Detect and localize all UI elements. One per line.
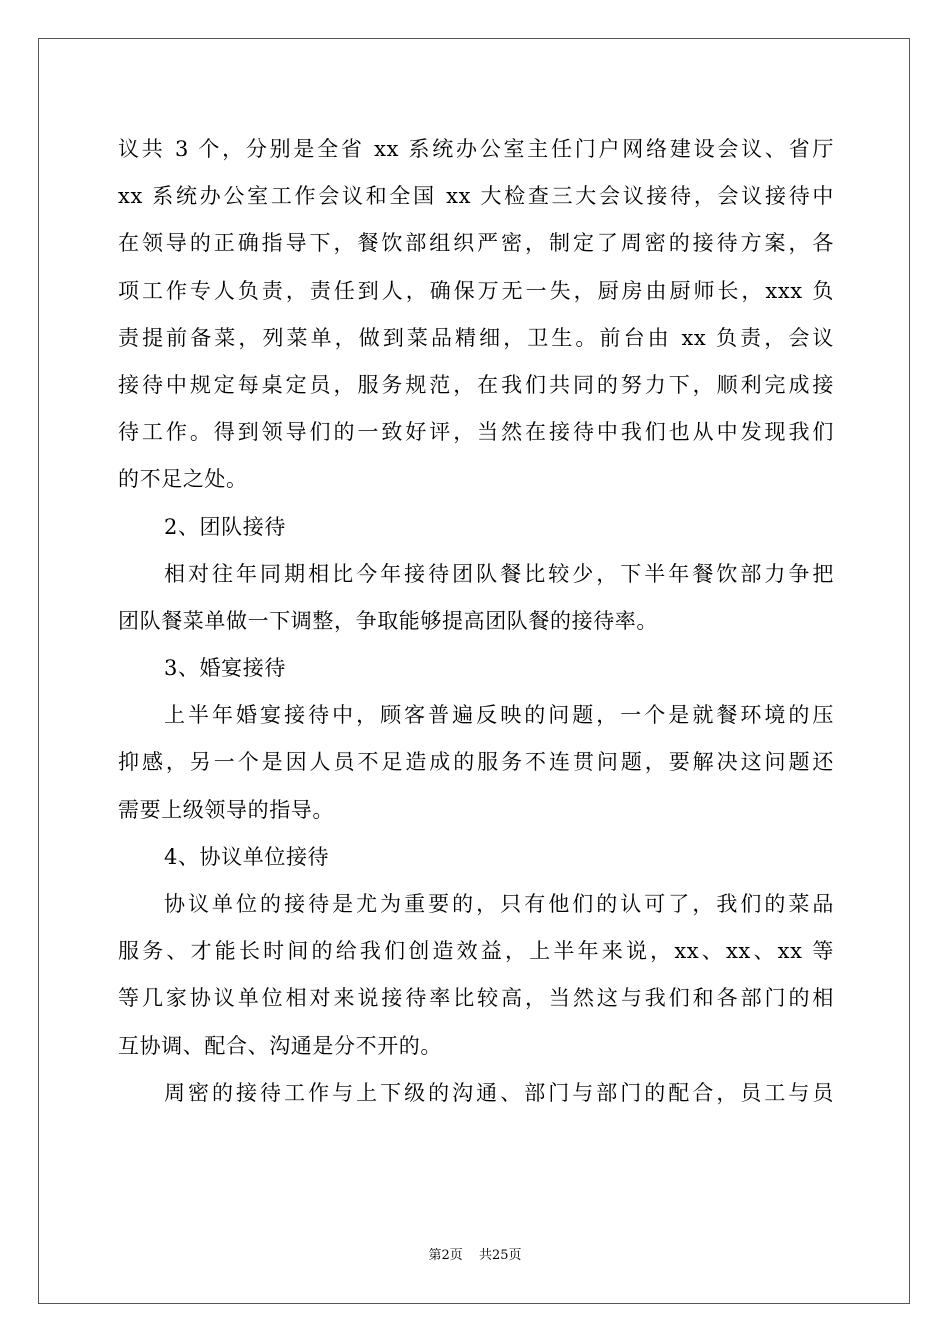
text-line: xx 系统办公室工作会议和全国 xx 大检查三大会议接待，会议接待中 [118, 184, 834, 209]
page-number: 第2页 [428, 1248, 463, 1263]
text-line: 周密的接待工作与上下级的沟通、部门与部门的配合，员工与员 [164, 1080, 834, 1105]
text-line: 上半年婚宴接待中，顾客普遍反映的问题，一个是就餐环境的压 [164, 703, 834, 728]
section-heading: 4、协议单位接待 [164, 844, 330, 869]
text-line: 协议单位的接待是尤为重要的，只有他们的认可了，我们的菜品 [164, 892, 834, 916]
text-line: 服务、才能长时间的给我们创造效益，上半年来说，xx、xx、xx 等 [118, 939, 834, 964]
section-heading: 2、团队接待 [164, 514, 286, 539]
text-line: 议共 3 个，分别是全省 xx 系统办公室主任门户网络建设会议、省厅 [118, 137, 834, 161]
text-line: 等几家协议单位相对来说接待率比较高，当然这与我们和各部门的相 [118, 986, 834, 1011]
text-line: 的不足之处。 [118, 467, 248, 492]
text-line: 抑感，另一个是因人员不足造成的服务不连贯问题，要解决这问题还 [118, 750, 834, 775]
text-line: 待工作。得到领导们的一致好评，当然在接待中我们也从中发现我们 [118, 420, 834, 445]
text-line: 团队餐菜单做一下调整，争取能够提高团队餐的接待率。 [118, 608, 658, 633]
text-line: 在领导的正确指导下，餐饮部组织严密，制定了周密的接待方案，各 [118, 231, 834, 256]
text-line: 责提前备菜，列菜单，做到菜品精细，卫生。前台由 xx 负责，会议 [118, 325, 834, 350]
text-line: 互协调、配合、沟通是分不开的。 [118, 1033, 442, 1058]
text-line: 相对往年同期相比今年接待团队餐比较少，下半年餐饮部力争把 [164, 561, 834, 586]
page-footer [0, 1244, 950, 1263]
text-line: 项工作专人负责，责任到人，确保万无一失，厨房由厨师长，xxx 负 [118, 278, 834, 303]
document-body [118, 126, 834, 1117]
page-total: 共25页 [478, 1248, 522, 1263]
text-line: 需要上级领导的指导。 [118, 797, 334, 822]
text-line: 接待中规定每桌定员，服务规范，在我们共同的努力下，顺利完成接 [118, 372, 834, 397]
section-heading: 3、婚宴接待 [164, 656, 286, 681]
